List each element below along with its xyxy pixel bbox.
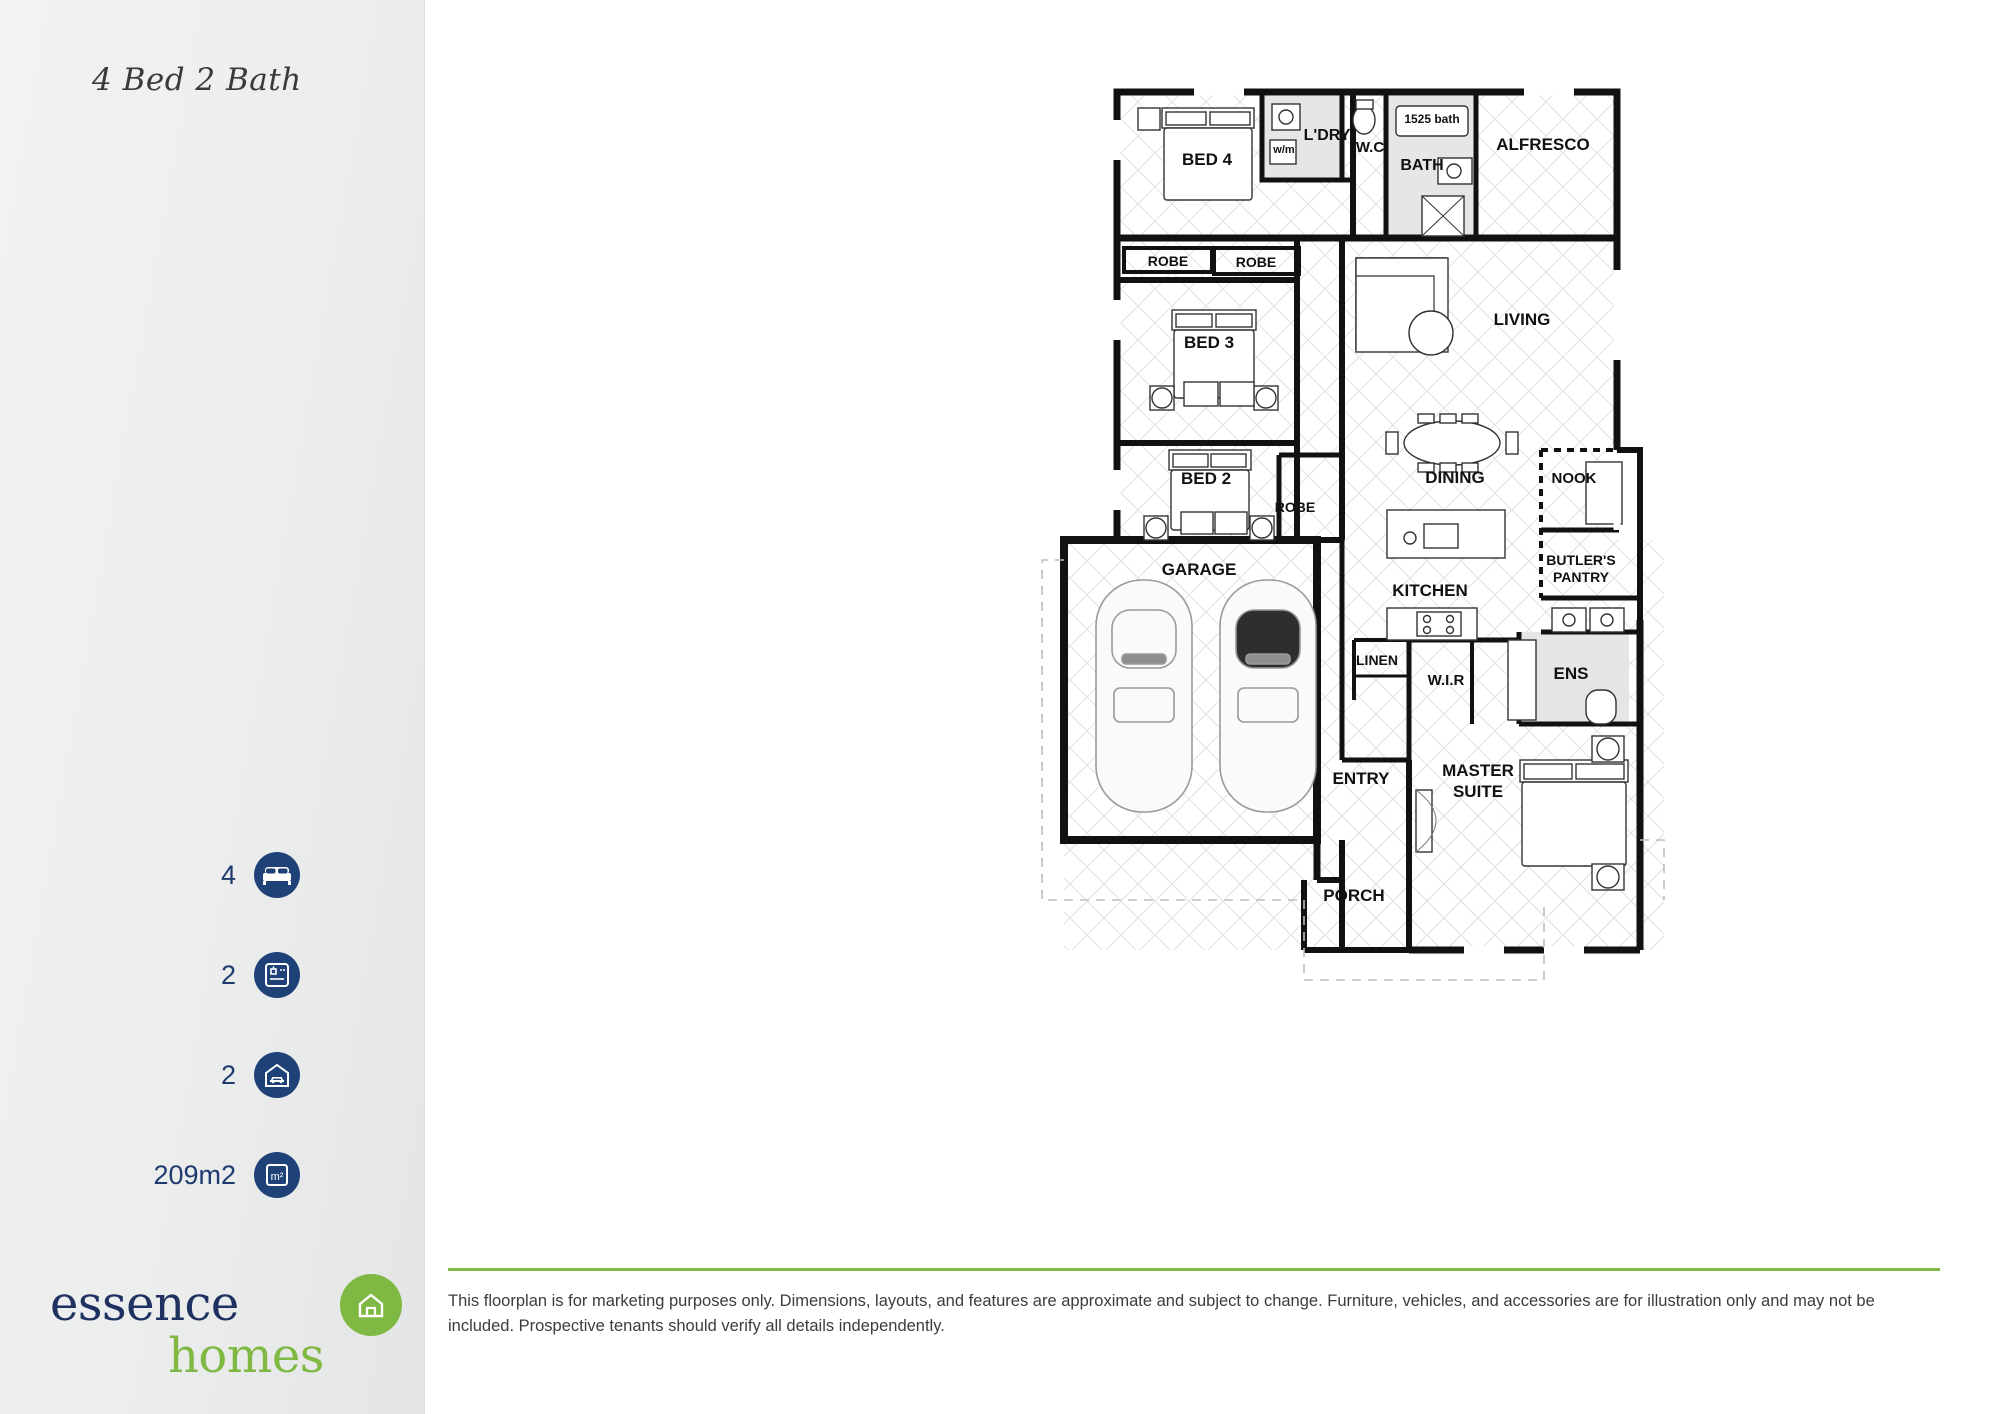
bath-icon — [254, 952, 300, 998]
room-label-robe-3: ROBE — [1274, 499, 1316, 515]
logo-text-homes: homes — [168, 1328, 324, 1384]
area-icon — [254, 1152, 300, 1198]
room-label-pantry: PANTRY — [1553, 569, 1609, 585]
bed-icon — [254, 852, 300, 898]
floorplan-drawing — [424, 0, 2000, 1268]
room-label-bed2: BED 2 — [1180, 469, 1232, 488]
room-label-master-2: SUITE — [1452, 782, 1504, 801]
room-label-wc: W.C — [1355, 139, 1385, 156]
dimension-label-bath: 1525 bath — [1404, 112, 1460, 126]
garage-icon — [254, 1052, 300, 1098]
room-label-bed3: BED 3 — [1183, 333, 1235, 352]
room-label-ens: ENS — [1553, 664, 1589, 683]
room-label-entry: ENTRY — [1332, 769, 1390, 788]
room-label-washing-machine: w/m — [1273, 144, 1295, 156]
room-label-robe-2: ROBE — [1235, 254, 1277, 270]
spec-car-spaces — [30, 1052, 300, 1098]
house-icon — [340, 1274, 402, 1336]
room-label-robe-1: ROBE — [1147, 253, 1189, 269]
room-label-butlers: BUTLER'S — [1546, 552, 1616, 568]
footer — [424, 1268, 2000, 1339]
room-label-alfresco: ALFRESCO — [1496, 135, 1590, 154]
room-label-nook: NOOK — [1551, 470, 1597, 487]
room-label-master-1: MASTER — [1442, 761, 1514, 780]
room-label-bed4: BED 4 — [1181, 150, 1233, 169]
room-label-garage: GARAGE — [1161, 560, 1237, 579]
sidebar — [0, 0, 425, 1414]
floorplan — [424, 0, 2000, 1268]
room-label-dining: DINING — [1425, 468, 1485, 487]
disclaimer-text: This floorplan is for marketing purposes only. Dimensions, layouts, and features are approximate and subject to change. Furniture, vehicles, and accessories are for illustration only and may not be included. Prospective tenants should verify all details independently. — [448, 1292, 1875, 1335]
room-label-wir: W.I.R — [1427, 672, 1465, 689]
spec-bedrooms — [30, 852, 300, 898]
room-label-living: LIVING — [1493, 310, 1551, 329]
spec-bathrooms — [30, 952, 300, 998]
page-title: 4 Bed 2 Bath — [92, 62, 302, 98]
room-label-porch: PORCH — [1323, 886, 1385, 905]
room-label-ldry: L'DRY — [1303, 127, 1351, 144]
room-label-linen: LINEN — [1356, 652, 1398, 668]
spec-bathrooms-value: 2 — [220, 959, 236, 990]
room-label-kitchen: KITCHEN — [1392, 581, 1468, 600]
svg-text:m²: m² — [270, 1171, 284, 1183]
spec-floor-area — [30, 1152, 300, 1198]
spec-floor-area-value: 209m2 — [153, 1159, 236, 1190]
spec-bedrooms-value: 4 — [220, 859, 236, 890]
spec-car-spaces-value: 2 — [220, 1059, 236, 1090]
room-label-bath: BATH — [1400, 157, 1444, 174]
brand-logo — [50, 1276, 380, 1384]
footer-divider — [448, 1268, 1940, 1271]
logo-text-essence: essence — [50, 1276, 239, 1332]
